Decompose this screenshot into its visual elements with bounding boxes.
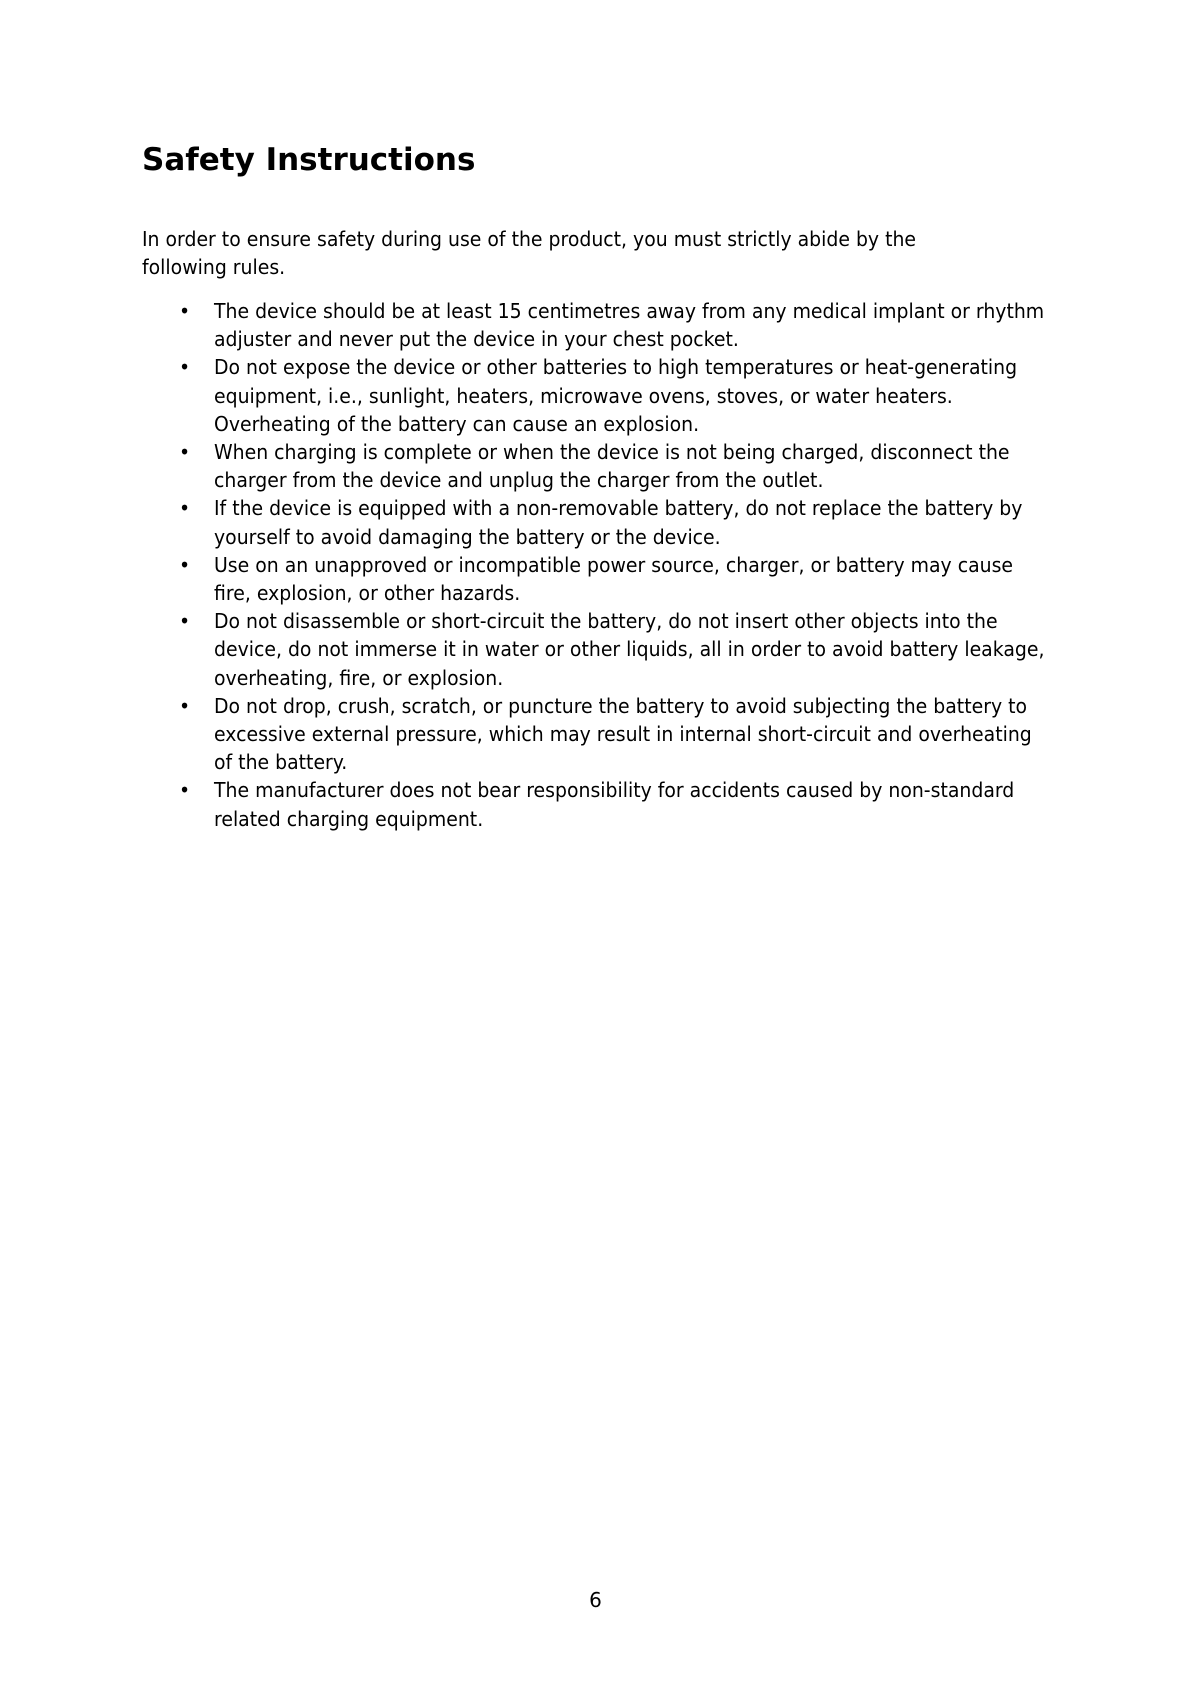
rule-text: Use on an unapproved or incompatible power source, charger, or battery may cause fire, explosion, or other hazards. [214,552,1014,606]
rule-text: Do not drop, crush, scratch, or puncture the battery to avoid subjecting the battery to excessive external pressure, which may result in internal short-circuit and overheating of the battery. [214,693,1032,775]
list-item [179,494,1051,550]
bullet-icon: • [179,609,191,634]
list-item [179,607,1051,692]
rule-text: If the device is equipped with a non-removable battery, do not replace the battery by yourself to avoid damaging the battery or the device. [214,496,1023,549]
rule-text: The manufacturer does not bear responsibility for accidents caused by non-standard related charging equipment. [214,778,1015,831]
intro-paragraph: In order to ensure safety during use of the product, you must strictly abide by the following rules. [142,227,917,279]
safety-rules-list [179,297,1051,833]
page-title: Safety Instructions [142,142,476,178]
rule-text: When charging is complete or when the device is not being charged, disconnect the charger from the device and unplug the charger from the outlet. [214,440,1010,493]
rule-text: Do not expose the device or other batteries to high temperatures or heat-generating equipment, i.e., sunlight, heaters, microwave ovens, stoves, or water heaters. Overheating of the battery can cause an explosion. [214,355,1018,436]
list-item [179,776,1051,832]
page-number: 6 [589,1588,602,1612]
bullet-icon: • [179,299,191,323]
list-item [179,438,1051,494]
bullet-icon: • [179,496,191,521]
list-item [179,353,1051,438]
list-item [179,692,1051,777]
list-item [179,551,1051,607]
list-item [179,297,1051,353]
bullet-icon: • [179,693,191,718]
bullet-icon: • [179,778,191,803]
bullet-icon: • [179,440,191,465]
rule-text: The device should be at least 15 centimetres away from any medical implant or rhythm adjuster and never put the device in your chest pocket. [214,299,1045,352]
bullet-icon: • [179,552,191,577]
rule-text: Do not disassemble or short-circuit the battery, do not insert other objects into the device, do not immerse it in water or other liquids, all in order to avoid battery leakage, overheating, fire, or explosion. [214,609,1045,690]
bullet-icon: • [179,355,191,380]
